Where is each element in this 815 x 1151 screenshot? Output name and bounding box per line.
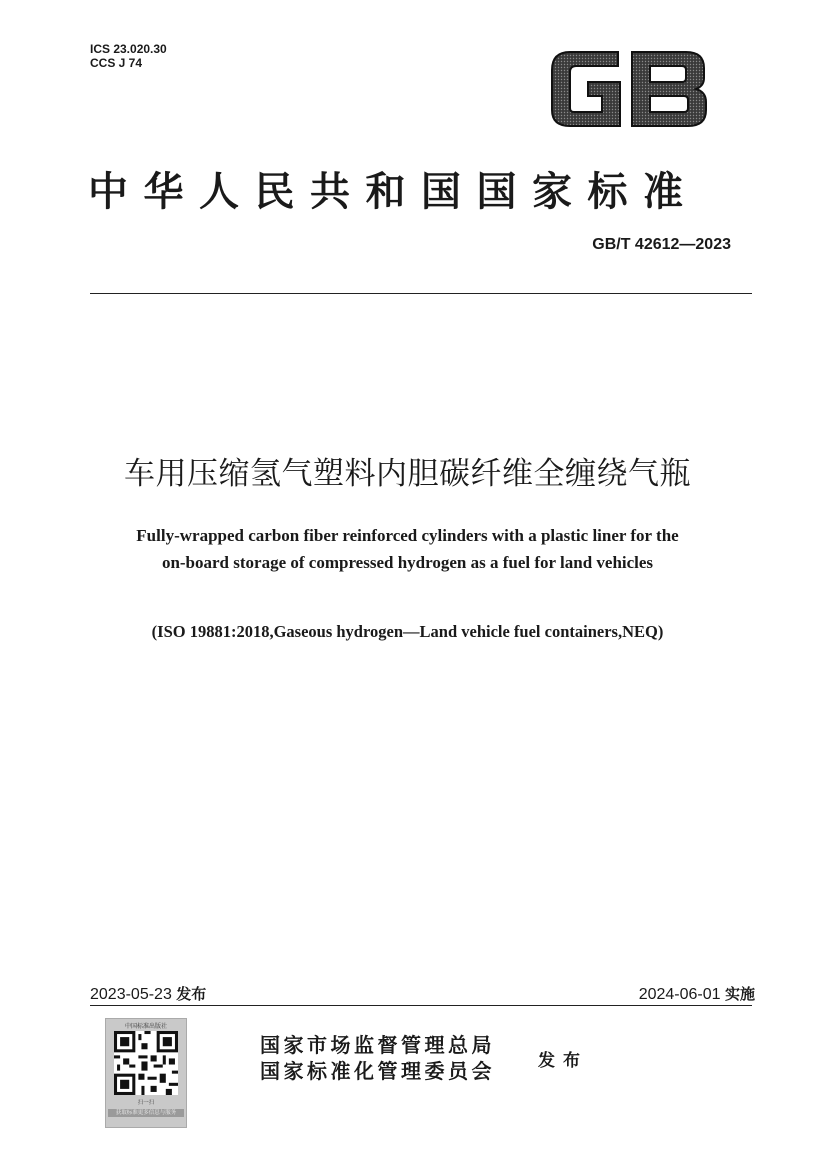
english-title-line1: Fully-wrapped carbon fiber reinforced cylinders with a plastic liner for the [136, 526, 679, 545]
issuer-line1: 国家市场监督管理总局 [260, 1033, 495, 1057]
english-title [0, 522, 815, 576]
qr-code-panel[interactable] [105, 1018, 187, 1128]
publish-date: 2023-05-23 [90, 986, 172, 1003]
qr-code-icon[interactable] [114, 1031, 178, 1095]
bottom-divider [90, 1005, 752, 1006]
implement-date-row [639, 983, 755, 1004]
english-title-line2: on-board storage of compressed hydrogen as a fuel for land vehicles [161, 553, 654, 572]
qr-scan-text: 扫一扫 [137, 1100, 155, 1106]
classification-codes [90, 42, 167, 70]
chinese-title: 车用压缩氢气塑料内胆碳纤维全缠绕气瓶 [124, 456, 691, 492]
standard-number: GB/T 42612—2023 [592, 236, 731, 253]
gb-logo-icon [548, 48, 708, 130]
qr-service-text: 获取标准更多信息与服务 [108, 1109, 184, 1117]
national-standard-title: 中华人民共和国国家标准 [88, 168, 699, 215]
publish-label: 发布 [176, 985, 207, 1003]
ics-code: ICS 23.020.30 [90, 42, 167, 56]
ccs-code: CCS J 74 [90, 56, 143, 70]
qr-header: 中国标准出版社 [124, 1023, 167, 1030]
implement-date: 2024-06-01 [638, 986, 721, 1003]
issuer-line2: 国家标准化管理委员会 [260, 1059, 495, 1083]
top-divider [90, 293, 752, 294]
issue-word: 发布 [538, 1051, 588, 1071]
implement-label: 实施 [724, 985, 755, 1003]
iso-reference: (ISO 19881:2018,Gaseous hydrogen—Land vehicle fuel containers,NEQ) [151, 622, 664, 641]
issuing-authorities [260, 1032, 495, 1084]
qr-footer [108, 1099, 184, 1117]
publish-date-row [90, 983, 206, 1004]
